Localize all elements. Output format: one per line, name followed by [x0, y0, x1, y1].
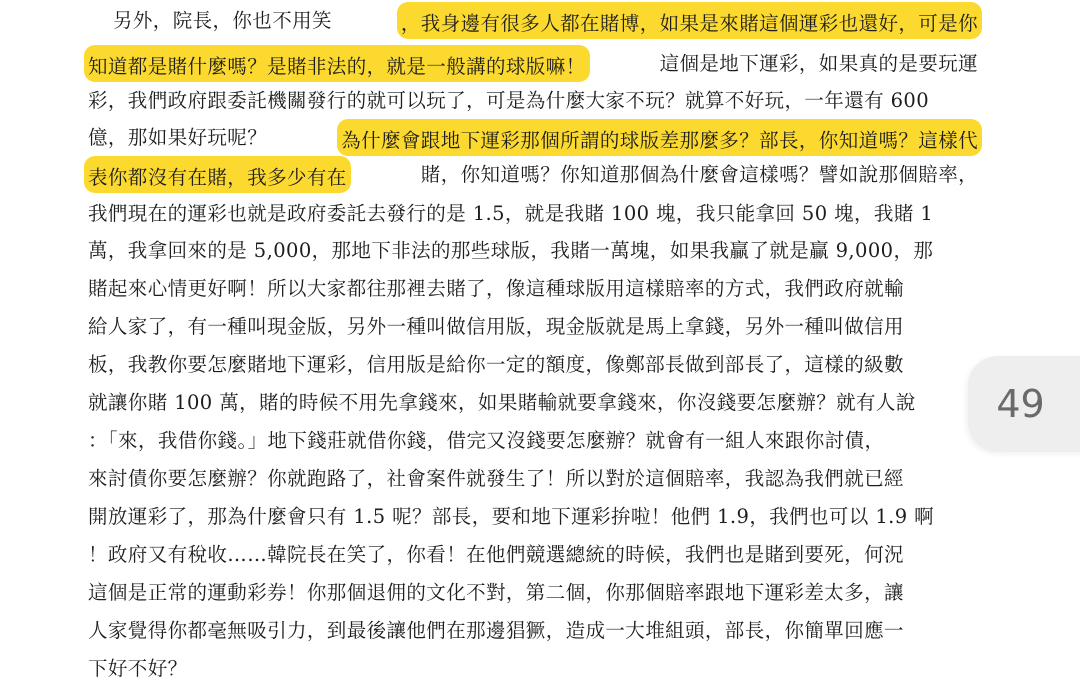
text-line — [88, 346, 978, 383]
page-number: 49 — [996, 382, 1045, 426]
text-line — [88, 195, 978, 232]
text-line — [88, 45, 978, 82]
text-segment: 另外，院長，你也不用笑 — [113, 9, 332, 32]
highlighted-text: 表你都沒有在賭，我多少有在 — [84, 156, 351, 193]
page-number-badge — [968, 356, 1080, 452]
text-line — [88, 270, 978, 307]
text-segment: 給人家了，有一種叫現金版，另外一種叫做信用版，現金版就是馬上拿錢，另外一種叫做信用 — [88, 315, 904, 338]
highlighted-text: 知道都是賭什麼嗎？是賭非法的，就是一般講的球版嘛！ — [84, 45, 590, 82]
text-segment: 萬，我拿回來的是 5,000，那地下非法的那些球版，我賭一萬塊，如果我贏了就是贏 9,000，那 — [88, 239, 934, 262]
text-segment: 下好不好？ — [88, 657, 188, 680]
text-segment: 就讓你賭 100 萬，賭的時候不用先拿錢來，如果賭輸就要拿錢來，你沒錢要怎麼辦？就有人說 — [88, 391, 916, 414]
text-line — [88, 384, 978, 421]
text-segment: 賭，你知道嗎？你知道那個為什麼會這樣嗎？譬如說那個賠率， — [420, 163, 978, 186]
highlighted-text: 為什麼會跟地下運彩那個所謂的球版差那麼多？部長，你知道嗎？這樣代 — [337, 119, 982, 156]
text-line — [88, 460, 978, 497]
text-segment: 億，那如果好玩呢？ — [88, 126, 268, 149]
text-segment: 我們現在的運彩也就是政府委託去發行的是 1.5，就是我賭 100 塊，我只能拿回 50 塊，我賭 1 — [88, 202, 934, 225]
text-line — [88, 156, 978, 193]
text-segment: ！政府又有稅收……韓院長在笑了，你看！在他們競選總統的時候，我們也是賭到要死，何況 — [88, 543, 904, 566]
text-line — [88, 119, 978, 156]
text-segment: 開放運彩了，那為什麼會只有 1.5 呢？部長，要和地下運彩拚啦！他們 1.9，我們也可以 1.9 啊 — [88, 505, 935, 528]
text-line — [113, 2, 978, 39]
text-segment: 彩，我們政府跟委託機關發行的就可以玩了，可是為什麼大家不玩？就算不好玩，一年還有 600 — [88, 89, 930, 112]
text-line — [88, 498, 978, 535]
text-segment: 人家覺得你都毫無吸引力，到最後讓他們在那邊猖獗，造成一大堆組頭，部長，你簡單回應一 — [88, 619, 904, 642]
text-line — [88, 650, 188, 687]
highlighted-text: ，我身邊有很多人都在賭博，如果是來賭這個運彩也還好，可是你 — [397, 2, 982, 39]
text-segment: 賭起來心情更好啊！所以大家都往那裡去賭了，像這種球版用這樣賠率的方式，我們政府就輸 — [88, 277, 904, 300]
text-line — [88, 574, 978, 611]
text-line — [88, 536, 978, 573]
text-segment: 板，我教你要怎麼賭地下運彩，信用版是給你一定的額度，像鄭部長做到部長了，這樣的級數 — [88, 353, 904, 376]
text-line — [88, 232, 978, 269]
text-segment: 這個是地下運彩，如果真的是要玩運 — [659, 52, 978, 75]
text-segment: ：「來，我借你錢。」地下錢莊就借你錢，借完又沒錢要怎麼辦？就會有一組人來跟你討債， — [88, 429, 885, 452]
text-line — [88, 612, 978, 649]
text-segment: 來討債你要怎麼辦？你就跑路了，社會案件就發生了！所以對於這個賠率，我認為我們就已經 — [88, 467, 904, 490]
text-line — [88, 82, 978, 119]
text-segment: 這個是正常的運動彩券！你那個退佣的文化不對，第二個，你那個賠率跟地下運彩差太多，讓 — [88, 581, 904, 604]
text-line — [88, 422, 978, 459]
text-line — [88, 308, 978, 345]
